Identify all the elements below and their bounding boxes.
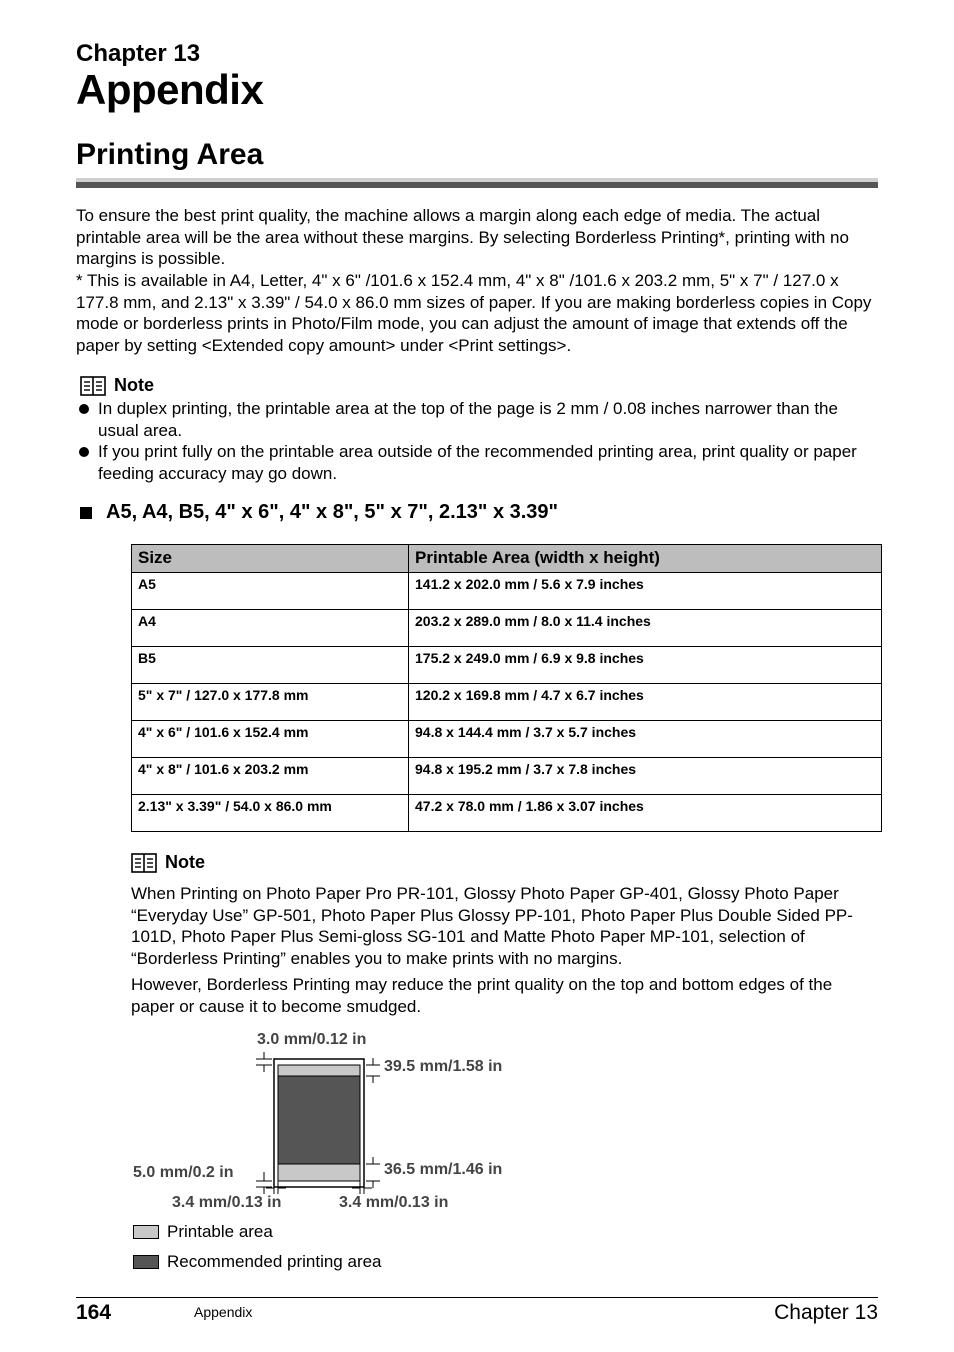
right-margin-label: 3.4 mm/0.13 in — [339, 1194, 449, 1211]
column-header-printable-area: Printable Area (width x height) — [409, 545, 882, 573]
recommended-area — [278, 1076, 360, 1164]
area-cell: 175.2 x 249.0 mm / 6.9 x 9.8 inches — [409, 647, 882, 684]
size-cell: 4" x 8" / 101.6 x 203.2 mm — [132, 758, 409, 795]
section-divider — [76, 178, 878, 188]
table-header-row — [132, 545, 882, 573]
paper-margin-diagram — [240, 1048, 390, 1198]
size-cell: 5" x 7" / 127.0 x 177.8 mm — [132, 684, 409, 721]
size-cell: A5 — [132, 573, 409, 610]
area-cell: 120.2 x 169.8 mm / 4.7 x 6.7 inches — [409, 684, 882, 721]
column-header-size: Size — [132, 545, 409, 573]
table-row — [132, 758, 882, 795]
table-row — [132, 721, 882, 758]
footer-section: Appendix — [194, 1304, 253, 1320]
book-icon — [80, 376, 106, 396]
footer-chapter: Chapter 13 — [774, 1301, 878, 1324]
note-heading — [80, 375, 154, 396]
bottom-margin-label: 5.0 mm/0.2 in — [133, 1164, 234, 1181]
list-item: If you print fully on the printable area outside of the recommended printing area, print quality or paper feeding accuracy may go down. — [76, 441, 878, 484]
legend-label: Printable area — [167, 1222, 273, 1241]
printable-area-swatch — [133, 1225, 159, 1239]
size-cell: 2.13" x 3.39" / 54.0 x 86.0 mm — [132, 795, 409, 832]
section-title: Printing Area — [76, 138, 264, 171]
area-cell: 94.8 x 195.2 mm / 3.7 x 7.8 inches — [409, 758, 882, 795]
table-row — [132, 610, 882, 647]
note-heading-2 — [131, 852, 205, 873]
area-cell: 47.2 x 78.0 mm / 1.86 x 3.07 inches — [409, 795, 882, 832]
subsection-heading — [80, 501, 558, 524]
note-list — [76, 398, 878, 484]
table-row — [132, 684, 882, 721]
note-paragraph: When Printing on Photo Paper Pro PR-101, Glossy Photo Paper GP-401, Glossy Photo Paper “Everyday Use” GP-501, Photo Paper Plus Glossy PP-101, Photo Paper Plus Double Sided PP-101D, Photo Paper Plus Semi-gloss SG-101 and Matte Photo Paper MP-101, selection of “Borderless Printing” enables you to make prints with no margins. — [131, 884, 853, 968]
legend-label: Recommended printing area — [167, 1252, 382, 1271]
area-cell: 94.8 x 144.4 mm / 3.7 x 5.7 inches — [409, 721, 882, 758]
chapter-kicker: Chapter 13 — [76, 40, 201, 67]
subsection-title: A5, A4, B5, 4" x 6", 4" x 8", 5" x 7", 2.13" x 3.39" — [106, 501, 559, 523]
bottom-recommended-label: 36.5 mm/1.46 in — [384, 1161, 503, 1178]
note-paragraph: However, Borderless Printing may reduce the print quality on the top and bottom edges of the paper or cause it to become smudged. — [131, 975, 833, 1016]
size-cell: B5 — [132, 647, 409, 684]
intro-footnote: * This is available in A4, Letter, 4" x 6" /101.6 x 152.4 mm, 4" x 8" /101.6 x 203.2 mm, 5" x 7" / 127.0 x 177.8 mm, and 2.13" x 3.39" / 54.0 x 86.0 mm sizes of paper. If you are making borderless copies in Copy mode or borderless prints in Photo/Film mode, you can adjust the amount of image that extends off the paper by setting <Extended copy amount> under <Print settings>. — [76, 271, 872, 355]
printable-area-table — [131, 544, 882, 832]
recommended-area-swatch — [133, 1255, 159, 1269]
note-label: Note — [114, 375, 154, 395]
legend-recommended-area — [133, 1252, 382, 1272]
size-cell: A4 — [132, 610, 409, 647]
square-bullet-icon — [80, 507, 92, 519]
table-row — [132, 795, 882, 832]
table-row — [132, 647, 882, 684]
note-label: Note — [165, 852, 205, 872]
area-cell: 141.2 x 202.0 mm / 5.6 x 7.9 inches — [409, 573, 882, 610]
legend-printable-area — [133, 1222, 273, 1242]
book-icon — [131, 853, 157, 873]
area-cell: 203.2 x 289.0 mm / 8.0 x 11.4 inches — [409, 610, 882, 647]
footer-divider — [76, 1297, 878, 1298]
table-row — [132, 573, 882, 610]
size-cell: 4" x 6" / 101.6 x 152.4 mm — [132, 721, 409, 758]
top-margin-label: 3.0 mm/0.12 in — [257, 1031, 367, 1048]
list-item: In duplex printing, the printable area at the top of the page is 2 mm / 0.08 inches narrower than the usual area. — [76, 398, 878, 441]
intro-paragraph: To ensure the best print quality, the machine allows a margin along each edge of media. The actual printable area will be the area without these margins. By selecting Borderless Printing*, printing with no margins is possible. — [76, 206, 849, 268]
page-number: 164 — [76, 1301, 112, 1324]
left-margin-label: 3.4 mm/0.13 in — [172, 1194, 282, 1211]
chapter-title: Appendix — [76, 66, 264, 113]
top-recommended-label: 39.5 mm/1.58 in — [384, 1058, 503, 1075]
